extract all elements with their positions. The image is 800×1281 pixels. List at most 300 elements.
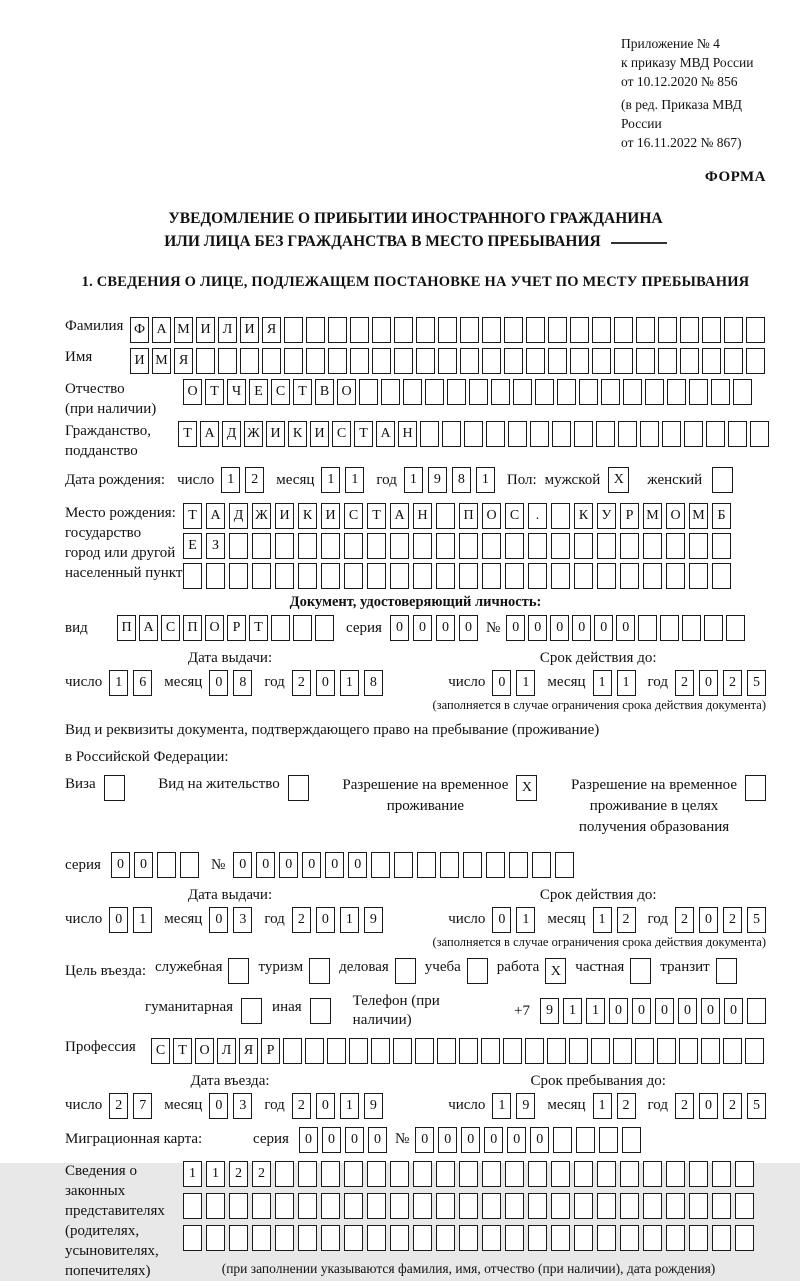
char-box[interactable]: М — [643, 503, 662, 529]
char-box[interactable]: 1 — [340, 1093, 359, 1119]
residence-series-boxes[interactable] — [111, 852, 199, 878]
char-box[interactable] — [643, 563, 662, 589]
char-box[interactable]: 0 — [233, 852, 252, 878]
char-box[interactable]: Е — [249, 379, 268, 405]
char-box[interactable]: Л — [218, 317, 237, 343]
char-box[interactable] — [553, 1127, 572, 1153]
char-box[interactable]: 5 — [747, 670, 766, 696]
char-box[interactable] — [350, 348, 369, 374]
char-box[interactable] — [574, 1193, 593, 1219]
char-box[interactable] — [183, 1193, 202, 1219]
char-box[interactable]: 2 — [252, 1161, 271, 1187]
char-box[interactable] — [597, 1161, 616, 1187]
char-box[interactable]: 2 — [675, 670, 694, 696]
char-box[interactable] — [394, 348, 413, 374]
char-box[interactable] — [509, 852, 528, 878]
char-box[interactable]: 5 — [747, 1093, 766, 1119]
char-box[interactable]: 0 — [678, 998, 697, 1024]
char-box[interactable] — [447, 379, 466, 405]
char-box[interactable]: З — [206, 533, 225, 559]
char-box[interactable] — [574, 1225, 593, 1251]
char-box[interactable]: 0 — [209, 1093, 228, 1119]
char-box[interactable] — [229, 533, 248, 559]
char-box[interactable] — [711, 379, 730, 405]
char-box[interactable] — [638, 615, 657, 641]
char-box[interactable] — [460, 317, 479, 343]
char-box[interactable] — [643, 1161, 662, 1187]
char-box[interactable] — [532, 852, 551, 878]
name-boxes[interactable] — [130, 348, 765, 374]
char-box[interactable] — [306, 317, 325, 343]
char-box[interactable]: Ф — [130, 317, 149, 343]
char-box[interactable]: 3 — [233, 907, 252, 933]
char-box[interactable]: Р — [261, 1038, 280, 1064]
char-box[interactable]: П — [459, 503, 478, 529]
char-box[interactable]: 2 — [292, 1093, 311, 1119]
char-box[interactable] — [528, 1193, 547, 1219]
char-box[interactable]: 1 — [593, 1093, 612, 1119]
char-box[interactable] — [689, 563, 708, 589]
char-box[interactable] — [459, 1193, 478, 1219]
char-box[interactable]: Д — [229, 503, 248, 529]
char-box[interactable] — [252, 1225, 271, 1251]
char-box[interactable]: 0 — [322, 1127, 341, 1153]
char-box[interactable] — [735, 1225, 754, 1251]
char-box[interactable]: И — [240, 317, 259, 343]
char-box[interactable] — [344, 1225, 363, 1251]
char-box[interactable] — [252, 1193, 271, 1219]
char-box[interactable] — [706, 421, 725, 447]
char-box[interactable] — [657, 1038, 676, 1064]
char-box[interactable] — [321, 1193, 340, 1219]
char-box[interactable] — [680, 348, 699, 374]
char-box[interactable]: 2 — [675, 907, 694, 933]
char-box[interactable]: К — [288, 421, 307, 447]
char-box[interactable]: Ж — [244, 421, 263, 447]
char-box[interactable] — [413, 1193, 432, 1219]
char-box[interactable]: С — [271, 379, 290, 405]
char-box[interactable] — [592, 348, 611, 374]
char-box[interactable] — [620, 1161, 639, 1187]
purpose-study-checkbox[interactable] — [467, 958, 488, 984]
char-box[interactable]: К — [574, 503, 593, 529]
char-box[interactable] — [328, 348, 347, 374]
char-box[interactable]: Р — [227, 615, 246, 641]
char-box[interactable] — [601, 379, 620, 405]
char-box[interactable]: 1 — [404, 467, 423, 493]
char-box[interactable] — [420, 421, 439, 447]
migration-card-series-boxes[interactable] — [299, 1127, 387, 1153]
char-box[interactable]: 0 — [632, 998, 651, 1024]
char-box[interactable]: 0 — [506, 615, 525, 641]
char-box[interactable]: 0 — [609, 998, 628, 1024]
char-box[interactable] — [712, 1161, 731, 1187]
char-box[interactable]: П — [183, 615, 202, 641]
char-box[interactable] — [735, 1161, 754, 1187]
char-box[interactable] — [570, 317, 589, 343]
char-box[interactable] — [283, 1038, 302, 1064]
char-box[interactable] — [436, 563, 455, 589]
char-box[interactable] — [505, 1225, 524, 1251]
char-box[interactable] — [436, 503, 455, 529]
char-box[interactable]: 2 — [723, 670, 742, 696]
char-box[interactable] — [371, 852, 390, 878]
char-box[interactable]: П — [117, 615, 136, 641]
char-box[interactable] — [689, 1193, 708, 1219]
char-box[interactable] — [390, 1225, 409, 1251]
char-box[interactable] — [551, 503, 570, 529]
char-box[interactable] — [551, 533, 570, 559]
char-box[interactable]: 2 — [617, 1093, 636, 1119]
char-box[interactable] — [371, 1038, 390, 1064]
char-box[interactable] — [666, 533, 685, 559]
char-box[interactable] — [597, 1193, 616, 1219]
purpose-work-checkbox[interactable]: X — [545, 958, 566, 984]
char-box[interactable]: Т — [367, 503, 386, 529]
char-box[interactable] — [298, 563, 317, 589]
char-box[interactable] — [689, 1225, 708, 1251]
char-box[interactable] — [438, 348, 457, 374]
char-box[interactable]: 1 — [133, 907, 152, 933]
char-box[interactable] — [459, 1225, 478, 1251]
char-box[interactable] — [344, 1161, 363, 1187]
char-box[interactable]: 8 — [364, 670, 383, 696]
char-box[interactable] — [482, 563, 501, 589]
char-box[interactable] — [482, 1161, 501, 1187]
char-box[interactable] — [622, 1127, 641, 1153]
char-box[interactable]: 0 — [530, 1127, 549, 1153]
char-box[interactable] — [482, 533, 501, 559]
char-box[interactable] — [359, 379, 378, 405]
char-box[interactable] — [597, 1225, 616, 1251]
char-box[interactable] — [284, 348, 303, 374]
purpose-commercial-checkbox[interactable] — [395, 958, 416, 984]
char-box[interactable]: 0 — [368, 1127, 387, 1153]
char-box[interactable] — [298, 1193, 317, 1219]
char-box[interactable]: Т — [183, 503, 202, 529]
char-box[interactable] — [482, 1193, 501, 1219]
identity-doc-type-boxes[interactable] — [117, 615, 334, 641]
char-box[interactable] — [576, 1127, 595, 1153]
char-box[interactable] — [459, 1161, 478, 1187]
char-box[interactable] — [482, 348, 501, 374]
char-box[interactable] — [442, 421, 461, 447]
char-box[interactable] — [635, 1038, 654, 1064]
char-box[interactable]: 0 — [436, 615, 455, 641]
char-box[interactable] — [252, 563, 271, 589]
representatives-row3-boxes[interactable] — [183, 1225, 754, 1251]
char-box[interactable] — [735, 1193, 754, 1219]
char-box[interactable]: 1 — [206, 1161, 225, 1187]
char-box[interactable] — [746, 317, 765, 343]
char-box[interactable]: 1 — [516, 907, 535, 933]
char-box[interactable] — [505, 563, 524, 589]
char-box[interactable]: С — [161, 615, 180, 641]
char-box[interactable] — [252, 533, 271, 559]
purpose-tourism-checkbox[interactable] — [309, 958, 330, 984]
char-box[interactable] — [390, 1161, 409, 1187]
char-box[interactable]: 0 — [550, 615, 569, 641]
char-box[interactable]: 0 — [415, 1127, 434, 1153]
char-box[interactable] — [306, 348, 325, 374]
char-box[interactable] — [415, 1038, 434, 1064]
char-box[interactable] — [620, 533, 639, 559]
char-box[interactable] — [327, 1038, 346, 1064]
char-box[interactable]: 2 — [109, 1093, 128, 1119]
char-box[interactable] — [592, 317, 611, 343]
char-box[interactable] — [367, 1161, 386, 1187]
char-box[interactable] — [528, 1225, 547, 1251]
char-box[interactable]: 0 — [209, 670, 228, 696]
identity-doc-number-boxes[interactable] — [506, 615, 745, 641]
char-box[interactable]: 3 — [233, 1093, 252, 1119]
char-box[interactable] — [367, 533, 386, 559]
char-box[interactable]: Т — [178, 421, 197, 447]
char-box[interactable] — [459, 1038, 478, 1064]
char-box[interactable] — [438, 317, 457, 343]
char-box[interactable] — [528, 563, 547, 589]
char-box[interactable]: 0 — [461, 1127, 480, 1153]
char-box[interactable]: 2 — [292, 670, 311, 696]
purpose-private-checkbox[interactable] — [630, 958, 651, 984]
char-box[interactable]: 8 — [233, 670, 252, 696]
char-box[interactable]: 0 — [390, 615, 409, 641]
char-box[interactable] — [551, 1193, 570, 1219]
sex-female-checkbox[interactable] — [712, 467, 733, 493]
char-box[interactable]: 0 — [299, 1127, 318, 1153]
char-box[interactable] — [262, 348, 281, 374]
char-box[interactable]: 2 — [292, 907, 311, 933]
char-box[interactable] — [551, 563, 570, 589]
char-box[interactable]: 9 — [428, 467, 447, 493]
char-box[interactable] — [530, 421, 549, 447]
char-box[interactable]: 1 — [492, 1093, 511, 1119]
char-box[interactable] — [547, 1038, 566, 1064]
char-box[interactable] — [643, 533, 662, 559]
char-box[interactable]: 2 — [723, 907, 742, 933]
char-box[interactable] — [505, 1193, 524, 1219]
char-box[interactable] — [459, 533, 478, 559]
char-box[interactable] — [315, 615, 334, 641]
char-box[interactable] — [413, 1161, 432, 1187]
char-box[interactable]: 1 — [321, 467, 340, 493]
char-box[interactable] — [667, 379, 686, 405]
char-box[interactable]: 1 — [109, 670, 128, 696]
char-box[interactable]: А — [390, 503, 409, 529]
char-box[interactable] — [367, 1225, 386, 1251]
char-box[interactable]: 0 — [438, 1127, 457, 1153]
char-box[interactable]: В — [315, 379, 334, 405]
purpose-business-checkbox[interactable] — [228, 958, 249, 984]
char-box[interactable]: 0 — [316, 907, 335, 933]
char-box[interactable] — [505, 1161, 524, 1187]
char-box[interactable] — [574, 533, 593, 559]
char-box[interactable] — [723, 1038, 742, 1064]
char-box[interactable]: 0 — [572, 615, 591, 641]
char-box[interactable] — [482, 317, 501, 343]
char-box[interactable]: И — [130, 348, 149, 374]
char-box[interactable] — [328, 317, 347, 343]
char-box[interactable]: 0 — [699, 670, 718, 696]
char-box[interactable] — [750, 421, 769, 447]
char-box[interactable] — [394, 317, 413, 343]
char-box[interactable]: . — [528, 503, 547, 529]
char-box[interactable] — [645, 379, 664, 405]
representatives-row2-boxes[interactable] — [183, 1193, 754, 1219]
char-box[interactable]: 0 — [484, 1127, 503, 1153]
char-box[interactable] — [284, 317, 303, 343]
char-box[interactable] — [293, 615, 312, 641]
char-box[interactable] — [666, 1225, 685, 1251]
char-box[interactable] — [724, 317, 743, 343]
char-box[interactable]: Б — [712, 503, 731, 529]
char-box[interactable] — [679, 1038, 698, 1064]
char-box[interactable]: М — [152, 348, 171, 374]
char-box[interactable] — [557, 379, 576, 405]
profession-boxes[interactable] — [151, 1038, 764, 1064]
char-box[interactable] — [528, 1161, 547, 1187]
char-box[interactable] — [504, 348, 523, 374]
char-box[interactable]: И — [321, 503, 340, 529]
char-box[interactable]: И — [310, 421, 329, 447]
char-box[interactable]: 9 — [516, 1093, 535, 1119]
char-box[interactable] — [712, 563, 731, 589]
char-box[interactable] — [726, 615, 745, 641]
char-box[interactable]: 2 — [229, 1161, 248, 1187]
char-box[interactable] — [390, 533, 409, 559]
char-box[interactable] — [712, 1193, 731, 1219]
char-box[interactable] — [491, 379, 510, 405]
char-box[interactable]: 0 — [325, 852, 344, 878]
char-box[interactable] — [459, 563, 478, 589]
char-box[interactable] — [702, 348, 721, 374]
char-box[interactable] — [298, 1161, 317, 1187]
char-box[interactable]: 1 — [593, 907, 612, 933]
char-box[interactable]: 0 — [701, 998, 720, 1024]
phone-boxes[interactable] — [540, 998, 766, 1024]
char-box[interactable] — [689, 1161, 708, 1187]
char-box[interactable] — [505, 533, 524, 559]
char-box[interactable] — [526, 317, 545, 343]
char-box[interactable] — [548, 348, 567, 374]
char-box[interactable]: 1 — [617, 670, 636, 696]
char-box[interactable] — [482, 1225, 501, 1251]
char-box[interactable]: И — [275, 503, 294, 529]
char-box[interactable]: Л — [217, 1038, 236, 1064]
char-box[interactable]: 1 — [340, 907, 359, 933]
char-box[interactable] — [597, 563, 616, 589]
char-box[interactable] — [196, 348, 215, 374]
char-box[interactable] — [574, 563, 593, 589]
residence-number-boxes[interactable] — [233, 852, 574, 878]
identity-doc-series-boxes[interactable] — [390, 615, 478, 641]
char-box[interactable]: 0 — [507, 1127, 526, 1153]
char-box[interactable] — [620, 563, 639, 589]
char-box[interactable] — [275, 1161, 294, 1187]
char-box[interactable] — [271, 615, 290, 641]
char-box[interactable]: Я — [174, 348, 193, 374]
char-box[interactable] — [183, 1225, 202, 1251]
char-box[interactable] — [390, 563, 409, 589]
migration-card-number-boxes[interactable] — [415, 1127, 641, 1153]
char-box[interactable] — [180, 852, 199, 878]
char-box[interactable] — [689, 379, 708, 405]
char-box[interactable] — [728, 421, 747, 447]
patronymic-boxes[interactable] — [183, 379, 752, 405]
char-box[interactable] — [436, 1193, 455, 1219]
char-box[interactable]: Д — [222, 421, 241, 447]
char-box[interactable]: А — [152, 317, 171, 343]
char-box[interactable] — [528, 533, 547, 559]
char-box[interactable]: Т — [205, 379, 224, 405]
char-box[interactable] — [417, 852, 436, 878]
char-box[interactable] — [591, 1038, 610, 1064]
char-box[interactable] — [218, 348, 237, 374]
temp-residence-education-checkbox[interactable] — [745, 775, 766, 801]
char-box[interactable]: 0 — [134, 852, 153, 878]
char-box[interactable] — [206, 1193, 225, 1219]
char-box[interactable] — [525, 1038, 544, 1064]
char-box[interactable]: А — [206, 503, 225, 529]
char-box[interactable]: Т — [173, 1038, 192, 1064]
char-box[interactable] — [724, 348, 743, 374]
char-box[interactable]: О — [337, 379, 356, 405]
char-box[interactable]: Р — [620, 503, 639, 529]
char-box[interactable]: Т — [249, 615, 268, 641]
char-box[interactable] — [508, 421, 527, 447]
char-box[interactable]: 0 — [256, 852, 275, 878]
char-box[interactable]: 9 — [540, 998, 559, 1024]
char-box[interactable] — [680, 317, 699, 343]
char-box[interactable] — [229, 1225, 248, 1251]
char-box[interactable]: 0 — [699, 907, 718, 933]
char-box[interactable]: Н — [413, 503, 432, 529]
char-box[interactable]: С — [332, 421, 351, 447]
char-box[interactable]: И — [266, 421, 285, 447]
char-box[interactable] — [372, 348, 391, 374]
char-box[interactable] — [682, 615, 701, 641]
char-box[interactable]: 1 — [516, 670, 535, 696]
char-box[interactable] — [733, 379, 752, 405]
char-box[interactable] — [240, 348, 259, 374]
char-box[interactable]: Т — [354, 421, 373, 447]
char-box[interactable]: 2 — [245, 467, 264, 493]
char-box[interactable] — [658, 348, 677, 374]
purpose-other-checkbox[interactable] — [310, 998, 331, 1024]
char-box[interactable] — [701, 1038, 720, 1064]
char-box[interactable] — [620, 1193, 639, 1219]
char-box[interactable] — [526, 348, 545, 374]
char-box[interactable]: 0 — [616, 615, 635, 641]
char-box[interactable]: А — [376, 421, 395, 447]
char-box[interactable]: 9 — [364, 907, 383, 933]
char-box[interactable] — [305, 1038, 324, 1064]
char-box[interactable] — [436, 1225, 455, 1251]
char-box[interactable] — [746, 348, 765, 374]
char-box[interactable]: 1 — [183, 1161, 202, 1187]
char-box[interactable]: 0 — [348, 852, 367, 878]
char-box[interactable] — [275, 533, 294, 559]
char-box[interactable]: Т — [293, 379, 312, 405]
char-box[interactable] — [636, 317, 655, 343]
char-box[interactable]: Я — [239, 1038, 258, 1064]
char-box[interactable]: 2 — [675, 1093, 694, 1119]
char-box[interactable] — [636, 348, 655, 374]
char-box[interactable] — [413, 563, 432, 589]
char-box[interactable] — [440, 852, 459, 878]
char-box[interactable] — [551, 1225, 570, 1251]
char-box[interactable] — [614, 348, 633, 374]
